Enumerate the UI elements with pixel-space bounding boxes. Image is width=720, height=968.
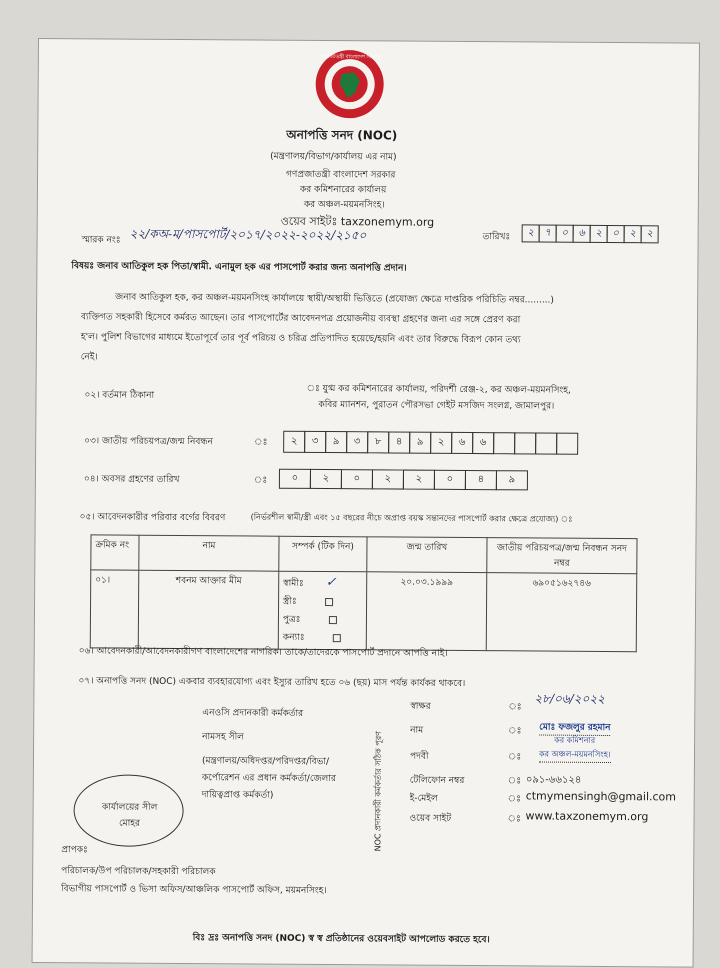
date-digit: ২: [522, 224, 540, 242]
field-colon: ঃ: [507, 776, 522, 787]
relation-option: [283, 611, 362, 630]
nid-digit: [556, 433, 578, 455]
field-colon: ঃ: [508, 702, 522, 713]
officer-left-line: দায়িত্বপ্রাপ্ত কর্মকর্তা): [201, 790, 274, 801]
stamp-text: কার্যালয়ের সীল: [101, 802, 158, 813]
field-label-email: ই-মেইল: [409, 793, 438, 804]
field-colon: ঃ: [507, 814, 521, 825]
nid-boxes: [284, 431, 578, 455]
retirement-boxes: [280, 469, 528, 491]
office-name: কর কমিশনারের কার্যালয়: [299, 184, 387, 196]
nid-colon: ঃ: [254, 437, 268, 448]
nid-label: ০৩। জাতীয় পরিচয়পত্র/জন্ম নিবন্ধন: [84, 436, 213, 448]
citizenship-statement: ০৬। আবেদনকারী/আবেদনকারীগণ বাংলাদেশের নাগরিক। তাকে/তাদেরকে পাসপোর্ট প্রদানে আপত্তি নাই।: [78, 646, 448, 659]
validity-statement: ০৭। অনাপত্তি সনদ (NOC) একবার ব্যবহারযোগ্য এবং ইস্যুর তারিখ হতে ০৬ (ছয়) মাস পর্যন্ত কার্যকর থাকবে।: [78, 676, 466, 689]
retirement-digit: ০: [434, 470, 466, 490]
retirement-digit: ০: [279, 469, 311, 489]
table-header: জাতীয় পরিচয়পত্র/জন্ম নিবন্ধন সনদ নম্বর: [487, 538, 637, 574]
memo-label: স্মারক নংঃ: [81, 235, 121, 246]
family-label: ০৫। আবেদনকারীর পরিবার বর্গের বিবরণ: [79, 512, 226, 524]
date-boxes: [523, 224, 659, 243]
relation-label: স্ত্রীঃ: [283, 596, 297, 607]
field-label-phone: টেলিফোন নম্বর: [409, 775, 465, 786]
zone-name: কর অঞ্চল-ময়মনসিংহ।: [303, 199, 385, 211]
retirement-digit: ০: [341, 469, 373, 489]
nid-digit: ৩: [346, 431, 368, 453]
field-colon: ঃ: [507, 794, 521, 805]
body-line: হ'ল। পুলিশ বিভাগের মাধ্যমে ইতোপূর্বে তার পূর্ব পরিচয় ও চরিত্র প্রতিপাদিত হয়েছে/হয়নি এবং তার বিরুদ্ধে বিরূপ কোন তথ্য: [80, 332, 521, 346]
noc-document: [32, 38, 700, 968]
nid-digit: [514, 432, 536, 454]
date-digit: ০: [607, 225, 625, 243]
nid-digit: ৬: [472, 432, 494, 454]
retirement-digit: ৪: [465, 470, 497, 490]
date-digit: ৭: [539, 225, 557, 243]
relation-label: কন্যাঃ: [282, 632, 305, 643]
subject-line: বিষয়ঃ জনাব আতিকুল হক পিতা/স্বামী. এনামুল হক এর পাসপোর্ট করার জন্য অনাপত্তি প্রদান।: [71, 261, 407, 274]
stamp-text: মোহর: [118, 818, 141, 829]
phone-value: ০৯১-৬৬১২৪: [525, 774, 582, 786]
recipient-line: বিভাগীয় পাসপোর্ট ও ভিসা অফিস/আঞ্চলিক পাসপোর্ট অফিস, ময়মনসিংহ।: [61, 884, 327, 897]
body-line: ব্যক্তিগত সহকারী হিসেবে কর্মরত আছেন। তার পাসপোর্টের আবেদনপত্র প্রয়োজনীয় ব্যবস্থা গ্রহণের জন্য এর সঙ্গে প্রেরণ করা: [81, 312, 521, 326]
retirement-colon: ঃ: [253, 475, 268, 486]
retirement-label: ০৪। অবসর গ্রহণের তারিখ: [83, 474, 180, 485]
signature-value: ২৮/০৬/২০২২: [534, 691, 605, 706]
nid-digit: ৬: [451, 432, 473, 454]
footnote: বিঃ দ্রঃ অনাপত্তি সনদ (NOC) স্ব স্ব প্রতিষ্ঠানের ওয়েবসাইট আপলোড করতে হবে।: [192, 933, 490, 946]
address-line: ঃ যুগ্ম কর কমিশনারের কার্যালয়, পরিদর্শী রেঞ্জ-২, কর অঞ্চল-ময়মনসিংহ,: [306, 383, 571, 396]
retirement-digit: ২: [372, 469, 404, 489]
relation-label: পুত্রঃ: [282, 614, 301, 625]
tick-mark: ✓: [325, 575, 337, 591]
nid-digit: [493, 432, 515, 454]
nid-digit: ৯: [409, 432, 431, 454]
field-label-designation: পদবী: [409, 751, 429, 762]
date-digit: ২: [624, 225, 642, 243]
address-line: কবির ম্যানশন, পুরাতন পৌরসভা গেইট মসজিদ সংলগ্ন, জামালপুর।: [318, 399, 555, 412]
relation-checkbox[interactable]: [325, 598, 333, 606]
vertical-note: NOC প্রদানকারী কর্মকর্তার সঠিক পূরণ: [373, 730, 384, 852]
government-seal-icon: [313, 48, 386, 121]
nid-cell: ৬৯০৫১৬২৭৪৬: [486, 573, 637, 652]
body-line: নেই।: [80, 352, 98, 363]
name-cell: শবনম আক্তার মীম: [138, 570, 279, 649]
relation-label: স্বামীঃ: [283, 578, 304, 589]
address-label: ০২। বর্তমান ঠিকানা: [84, 390, 155, 401]
body-line: জনাব আতিকুল হক, কর অঞ্চল-ময়মনসিংহ কার্যালয়ে স্থায়ী/অস্থায়ী ভিত্তিতে (প্রযোজ্য ক্ষেত্রে দাপ্তরিক পরিচিতি নম্বর.........): [115, 292, 554, 306]
designation-value: কর অঞ্চল-ময়মনসিংহ।: [539, 749, 611, 764]
seal-text: গণপ্রজাতন্ত্রী বাংলাদেশ সরকার: [319, 53, 381, 61]
nid-digit: ২: [283, 431, 305, 453]
table-header: নাম: [139, 535, 279, 571]
recipient-line: পরিচালক/উপ পরিচালক/সহকারী পরিচালক: [61, 866, 216, 878]
nid-digit: ৪: [388, 431, 410, 453]
serial-cell: ০১।: [90, 570, 139, 648]
date-digit: ২: [641, 225, 659, 243]
retirement-digit: ৯: [496, 470, 528, 490]
field-colon: ঃ: [507, 752, 522, 763]
date-label: তারিখঃ: [482, 232, 511, 243]
officer-name-subtitle: কর কমিশনার: [554, 735, 596, 745]
nid-digit: ৮: [367, 431, 389, 453]
relation-checkbox[interactable]: [328, 616, 336, 624]
memo-number: ২২/কঅ-ম/পাসপোর্ট/২০১৭/২০২২-২০২২/২১৫০: [129, 226, 367, 243]
officer-left-line: কর্পোরেশন এর প্রধান কর্মকর্তা/জেলার: [201, 773, 336, 785]
family-table: [90, 534, 638, 652]
date-digit: ২: [590, 225, 608, 243]
table-header-row: [91, 535, 637, 574]
table-header: জন্ম তারিখ: [367, 537, 487, 573]
nid-digit: ৯: [325, 431, 347, 453]
government-name: গণপ্রজাতন্ত্রী বাংলাদেশ সরকার: [286, 169, 396, 181]
officer-left-line: নামসহ সীল: [202, 732, 244, 743]
document-title: অনাপত্তি সনদ (NOC): [286, 127, 398, 143]
table-row: [90, 570, 637, 652]
field-label-website: ওয়েব সাইট: [409, 813, 452, 824]
relation-option: [283, 593, 362, 612]
email-value: ctmymensingh@gmail.com: [525, 789, 677, 804]
officer-left-line: এনওসি প্রদানকারী কর্মকর্তার: [202, 708, 304, 719]
relation-checkbox[interactable]: [332, 634, 340, 642]
field-label-name: নাম: [410, 725, 424, 736]
relation-option: [283, 574, 362, 594]
recipient-label: প্রাপকঃ: [61, 845, 88, 856]
table-header: ক্রমিক নং: [91, 535, 139, 570]
date-digit: ০: [556, 225, 574, 243]
retirement-digit: ২: [403, 470, 435, 490]
retirement-digit: ২: [310, 469, 342, 489]
header-website: ওয়েব সাইটঃ taxzonemym.org: [280, 214, 435, 229]
office-seal-stamp: [73, 774, 183, 847]
ministry-subtitle: (মন্ত্রণালয়/বিভাগ/কার্যালয় এর নাম): [270, 151, 397, 163]
nid-digit: ২: [430, 432, 452, 454]
family-note: (নির্ভরশীল স্বামী/স্ত্রী এবং ১৫ বছরের নীচে অপ্রাপ্ত বয়স্ক সন্তানদের পাসপোর্ট করার ক্ষেত্রে প্রযোজ্য) ঃ: [250, 512, 573, 524]
date-digit: ৬: [573, 225, 591, 243]
nid-digit: [535, 432, 557, 454]
website-value: www.taxzonemym.org: [525, 809, 649, 824]
officer-name: মোঃ ফজলুর রহমান: [539, 720, 610, 736]
nid-digit: ৩: [304, 431, 326, 453]
relation-cell: [278, 571, 367, 650]
field-label-signature: স্বাক্ষর: [410, 701, 431, 712]
officer-left-line: (মন্ত্রণালয়/অধিদপ্তর/পরিদপ্তর/বিভা/: [201, 756, 330, 768]
dob-cell: ২০.০৩.১৯৯৯: [366, 572, 487, 651]
field-colon: ঃ: [508, 726, 522, 737]
table-header: সম্পর্ক (টিক দিন): [279, 536, 367, 572]
